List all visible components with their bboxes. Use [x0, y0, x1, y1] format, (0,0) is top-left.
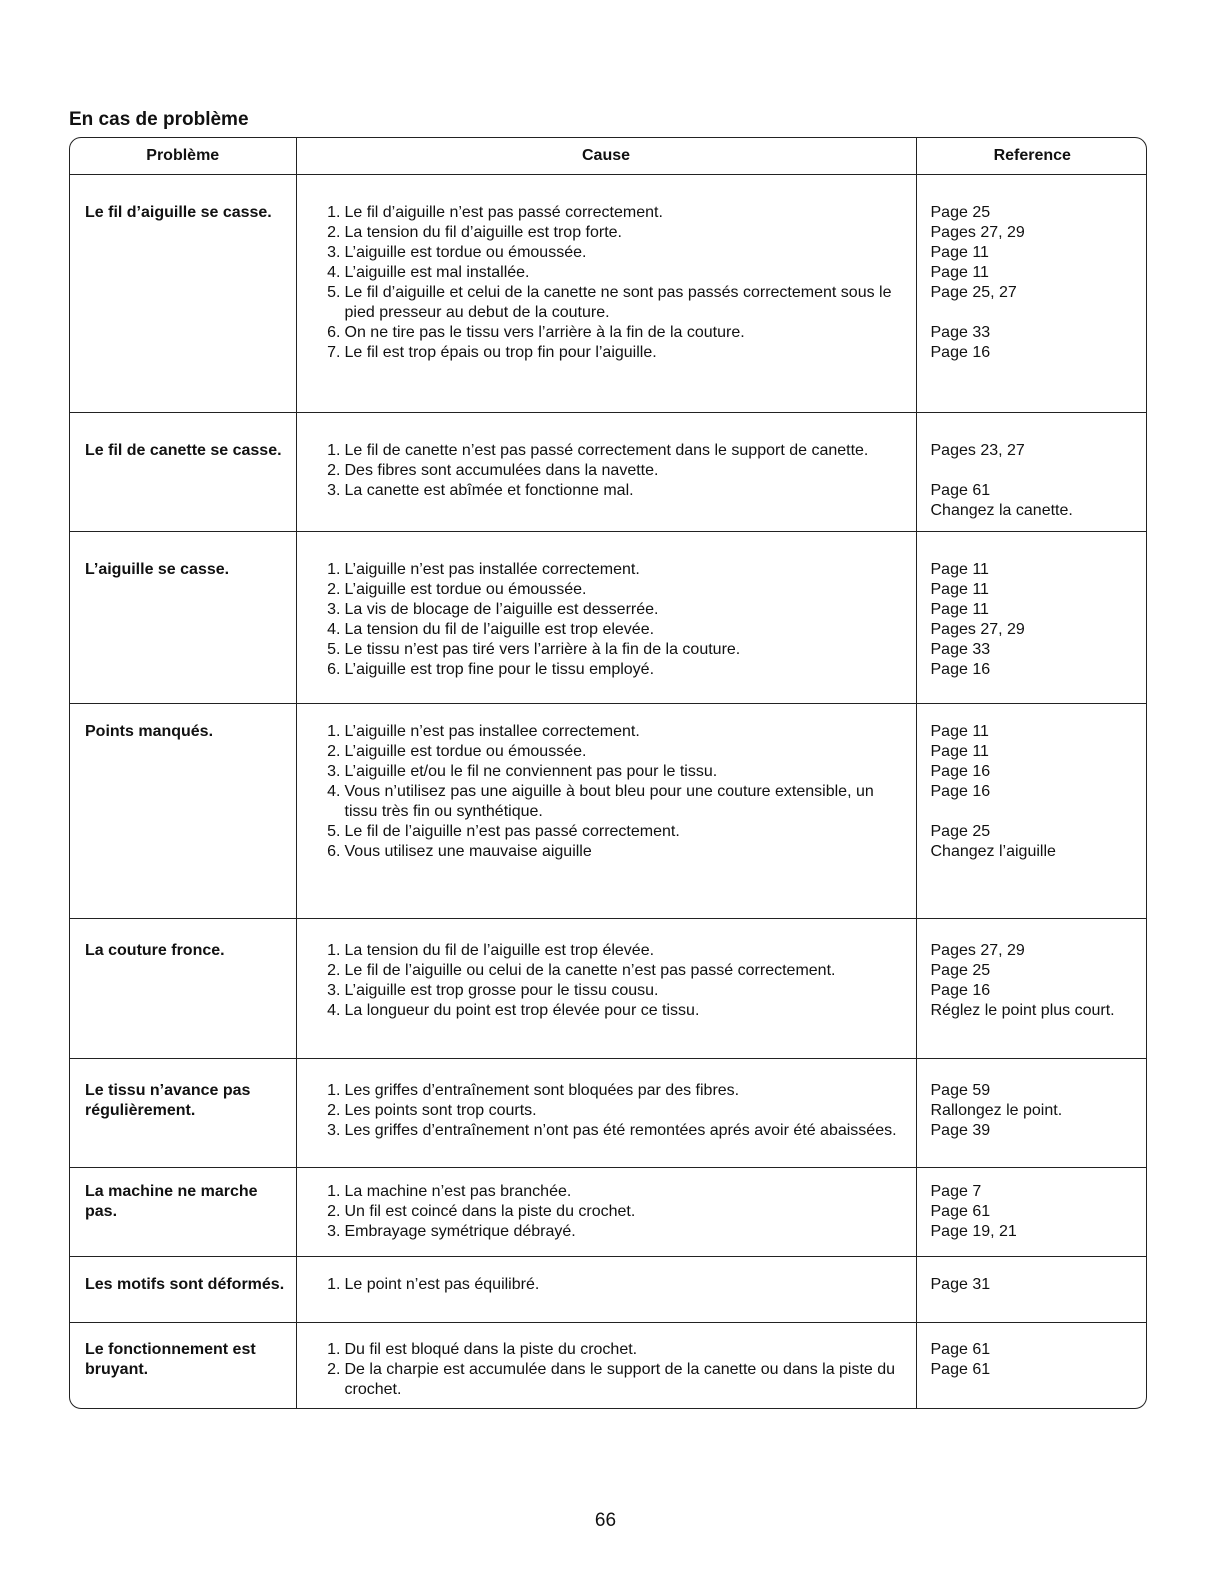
cause-text: La vis de blocage de l’aiguille est desserrée.	[344, 601, 659, 618]
reference-line: Pages 27, 29	[930, 942, 1025, 959]
cause-text: Le point n’est pas équilibré.	[344, 1276, 540, 1293]
cause-text: L’aiguille et/ou le fil ne conviennent pas pour le tissu.	[344, 763, 718, 780]
cause-item	[315, 1222, 906, 1242]
cause-text: Le fil d’aiguille n’est pas passé correctement.	[344, 204, 663, 221]
reference-cell	[916, 1168, 1147, 1257]
cause-cell	[296, 1257, 916, 1323]
cause-text: Le fil est trop épais ou trop fin pour l’aiguille.	[344, 344, 657, 361]
cause-number: 1.	[327, 942, 341, 959]
cause-item	[315, 842, 906, 862]
cause-text: Vous utilisez une mauvaise aiguille	[344, 843, 592, 860]
reference-line: Page 61	[930, 1361, 991, 1378]
cause-text: L’aiguille n’est pas installee correctement.	[344, 723, 640, 740]
reference-cell	[916, 1059, 1147, 1168]
cause-number: 1.	[327, 1183, 341, 1200]
table-row	[70, 1168, 1147, 1257]
cause-number: 4.	[327, 1002, 341, 1019]
reference-line: Pages 27, 29	[930, 224, 1025, 241]
problem-cell: Le fonctionnement est bruyant.	[70, 1323, 296, 1409]
cause-text: L’aiguille est trop fine pour le tissu employé.	[344, 661, 655, 678]
section-title: En cas de problème	[69, 109, 249, 130]
cause-number: 6.	[327, 661, 341, 678]
reference-line: Page 11	[930, 264, 989, 281]
reference-cell	[916, 413, 1147, 532]
cause-text: La longueur du point est trop élevée pour ce tissu.	[344, 1002, 700, 1019]
cause-cell	[296, 175, 916, 413]
cause-number: 2.	[327, 1361, 341, 1378]
cause-number: 2.	[327, 581, 341, 598]
cause-item	[315, 600, 906, 620]
reference-line: Réglez le point plus court.	[930, 1002, 1115, 1019]
reference-line: Page 11	[930, 743, 989, 760]
cause-number: 3.	[327, 982, 341, 999]
cause-text: La tension du fil d’aiguille est trop forte.	[344, 224, 622, 241]
reference-line: Page 25, 27	[930, 284, 1017, 301]
table-row	[70, 1059, 1147, 1168]
cause-item	[315, 243, 906, 263]
cause-number: 3.	[327, 1223, 341, 1240]
reference-line: Page 61	[930, 1203, 991, 1220]
cause-cell	[296, 532, 916, 704]
cause-number: 2.	[327, 1102, 341, 1119]
cause-item	[315, 1360, 906, 1400]
cause-item	[315, 223, 906, 243]
cause-item	[315, 1275, 906, 1295]
cause-text: Les points sont trop courts.	[344, 1102, 537, 1119]
cause-number: 6.	[327, 843, 341, 860]
cause-number: 3.	[327, 244, 341, 261]
reference-line: Page 7	[930, 1183, 982, 1200]
problem-cell: Points manqués.	[70, 704, 296, 919]
reference-line: Page 16	[930, 763, 991, 780]
cause-item	[315, 762, 906, 782]
reference-line: Page 25	[930, 962, 991, 979]
problem-cell: La machine ne marche pas.	[70, 1168, 296, 1257]
cause-item	[315, 941, 906, 961]
table-row	[70, 175, 1147, 413]
reference-line: Page 11	[930, 581, 989, 598]
reference-line: Page 11	[930, 561, 989, 578]
cause-number: 3.	[327, 763, 341, 780]
reference-line: Page 19, 21	[930, 1223, 1017, 1240]
reference-line: Page 16	[930, 783, 991, 800]
cause-text: La canette est abîmée et fonctionne mal.	[344, 482, 634, 499]
reference-line	[931, 461, 1143, 481]
troubleshooting-table	[69, 137, 1147, 1409]
cause-cell	[296, 413, 916, 532]
cause-text: Un fil est coincé dans la piste du crochet.	[344, 1203, 636, 1220]
cause-item	[315, 1121, 906, 1141]
cause-number: 1.	[327, 442, 341, 459]
cause-number: 3.	[327, 1122, 341, 1139]
header-problem: Problème	[70, 138, 296, 175]
cause-text: L’aiguille est tordue ou émoussée.	[344, 244, 587, 261]
cause-text: L’aiguille est tordue ou émoussée.	[344, 581, 587, 598]
reference-line: Page 59	[930, 1082, 991, 1099]
reference-line: Page 16	[930, 982, 991, 999]
cause-text: L’aiguille est trop grosse pour le tissu cousu.	[344, 982, 659, 999]
cause-number: 4.	[327, 621, 341, 638]
cause-item	[315, 481, 906, 501]
reference-line: Page 61	[930, 482, 991, 499]
cause-item	[315, 961, 906, 981]
cause-item	[315, 441, 906, 461]
cause-text: Les griffes d’entraînement n’ont pas été remontées aprés avoir été abaissées.	[344, 1122, 897, 1139]
cause-item	[315, 1202, 906, 1222]
reference-line: Page 25	[930, 823, 991, 840]
cause-text: La tension du fil de l’aiguille est trop elevée.	[344, 621, 655, 638]
cause-number: 5.	[327, 823, 341, 840]
reference-line: Page 31	[930, 1276, 991, 1293]
reference-cell	[916, 532, 1147, 704]
cause-text: La machine n’est pas branchée.	[344, 1183, 572, 1200]
cause-cell	[296, 1323, 916, 1409]
cause-number: 3.	[327, 601, 341, 618]
reference-cell	[916, 704, 1147, 919]
table-row	[70, 919, 1147, 1059]
reference-line	[931, 303, 1143, 323]
cause-text: Le fil d’aiguille et celui de la canette ne sont pas passés correctement sous le pied presseur au debut de la couture.	[344, 284, 892, 321]
cause-text: Le fil de l’aiguille ou celui de la canette n’est pas passé correctement.	[344, 962, 836, 979]
header-cause: Cause	[296, 138, 916, 175]
cause-number: 2.	[327, 1203, 341, 1220]
reference-line: Pages 27, 29	[930, 621, 1025, 638]
cause-text: L’aiguille n’est pas installée correctement.	[344, 561, 640, 578]
header-reference: Reference	[916, 138, 1147, 175]
table-row	[70, 532, 1147, 704]
cause-text: Du fil est bloqué dans la piste du crochet.	[344, 1341, 638, 1358]
cause-item	[315, 1001, 906, 1021]
cause-text: Embrayage symétrique débrayé.	[344, 1223, 576, 1240]
reference-line: Page 39	[930, 1122, 991, 1139]
reference-cell	[916, 1257, 1147, 1323]
cause-item	[315, 343, 906, 363]
cause-item	[315, 1101, 906, 1121]
cause-item	[315, 1182, 906, 1202]
cause-item	[315, 742, 906, 762]
problem-cell: La couture fronce.	[70, 919, 296, 1059]
reference-line: Page 16	[930, 344, 991, 361]
cause-item	[315, 620, 906, 640]
reference-line: Rallongez le point.	[930, 1102, 1063, 1119]
page-number: 66	[594, 1510, 617, 1531]
cause-cell	[296, 1168, 916, 1257]
reference-line: Pages 23, 27	[930, 442, 1025, 459]
cause-number: 2.	[327, 462, 341, 479]
cause-text: Le tissu n’est pas tiré vers l’arrière à la fin de la couture.	[344, 641, 741, 658]
cause-number: 1.	[327, 204, 341, 221]
cause-text: Vous n’utilisez pas une aiguille à bout bleu pour une couture extensible, un tissu très fin ou synthétique.	[344, 783, 874, 820]
cause-text: La tension du fil de l’aiguille est trop élevée.	[344, 942, 655, 959]
cause-text: De la charpie est accumulée dans le support de la canette ou dans la piste du crochet.	[344, 1361, 896, 1398]
cause-item	[315, 560, 906, 580]
reference-cell	[916, 1323, 1147, 1409]
cause-item	[315, 263, 906, 283]
reference-line: Page 33	[930, 641, 991, 658]
reference-line: Changez l’aiguille	[930, 843, 1056, 860]
cause-number: 4.	[327, 264, 341, 281]
table-row	[70, 1323, 1147, 1409]
cause-item	[315, 1081, 906, 1101]
reference-line: Page 25	[930, 204, 991, 221]
cause-item	[315, 722, 906, 742]
cause-item	[315, 640, 906, 660]
table-row	[70, 704, 1147, 919]
reference-cell	[916, 919, 1147, 1059]
problem-cell: Le fil de canette se casse.	[70, 413, 296, 532]
cause-number: 1.	[327, 1341, 341, 1358]
cause-item	[315, 461, 906, 481]
cause-number: 2.	[327, 743, 341, 760]
cause-text: On ne tire pas le tissu vers l’arrière à la fin de la couture.	[344, 324, 745, 341]
cause-item	[315, 782, 906, 822]
reference-line	[931, 802, 1143, 822]
reference-line: Page 33	[930, 324, 991, 341]
cause-text: Les griffes d’entraînement sont bloquées par des fibres.	[344, 1082, 740, 1099]
table-row	[70, 1257, 1147, 1323]
cause-item	[315, 660, 906, 680]
problem-cell: Le fil d’aiguille se casse.	[85, 204, 272, 221]
cause-number: 1.	[327, 723, 341, 740]
cause-number: 1.	[327, 1276, 341, 1293]
cause-number: 2.	[327, 962, 341, 979]
table-row	[70, 413, 1147, 532]
cause-number: 3.	[327, 482, 341, 499]
problem-cell: Le tissu n’avance pas régulièrement.	[70, 1059, 296, 1168]
cause-item	[315, 1340, 906, 1360]
table-header-row	[70, 138, 1147, 175]
cause-number: 7.	[327, 344, 341, 361]
cause-text: L’aiguille est mal installée.	[344, 264, 530, 281]
cause-cell	[296, 1059, 916, 1168]
cause-item	[315, 203, 906, 223]
reference-line: Page 16	[930, 661, 991, 678]
problem-cell: Les motifs sont déformés.	[70, 1257, 296, 1323]
reference-line: Page 61	[930, 1341, 991, 1358]
reference-line: Page 11	[930, 601, 989, 618]
cause-text: Des fibres sont accumulées dans la navette.	[344, 462, 659, 479]
cause-number: 5.	[327, 641, 341, 658]
reference-line: Page 11	[930, 244, 989, 261]
cause-text: Le fil de canette n’est pas passé correctement dans le support de canette.	[344, 442, 869, 459]
cause-cell	[296, 704, 916, 919]
cause-number: 1.	[327, 1082, 341, 1099]
cause-item	[315, 323, 906, 343]
cause-text: L’aiguille est tordue ou émoussée.	[344, 743, 587, 760]
problem-cell: L’aiguille se casse.	[70, 532, 296, 704]
reference-line: Page 11	[930, 723, 989, 740]
cause-number: 2.	[327, 224, 341, 241]
reference-cell	[916, 175, 1147, 413]
cause-item	[315, 580, 906, 600]
cause-cell	[296, 919, 916, 1059]
reference-line: Changez la canette.	[930, 502, 1073, 519]
cause-item	[315, 822, 906, 842]
cause-number: 4.	[327, 783, 341, 800]
cause-number: 6.	[327, 324, 341, 341]
cause-item	[315, 981, 906, 1001]
cause-text: Le fil de l’aiguille n’est pas passé correctement.	[344, 823, 680, 840]
cause-item	[315, 283, 906, 323]
cause-number: 1.	[327, 561, 341, 578]
cause-number: 5.	[327, 284, 341, 301]
